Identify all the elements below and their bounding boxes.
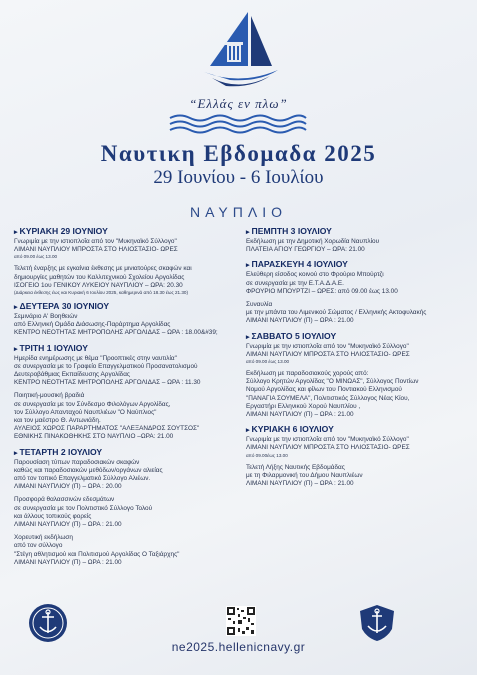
day-block	[246, 226, 464, 254]
event-text-line: από τον τοπικό Επαγγελματικό Σύλλογο Αλιέων.	[14, 475, 151, 483]
chevron-right-icon: ▸	[14, 449, 18, 457]
event-text-line: Παρουσίαση τύπων παραδοσιακών σκαφών	[14, 458, 140, 466]
day-heading	[14, 447, 232, 457]
chevron-right-icon: ▸	[246, 229, 250, 236]
event-text-line: Συναυλία	[246, 301, 273, 309]
chevron-right-icon: ▸	[246, 427, 250, 435]
event-text-line: από 09.00 έως 13.00	[246, 359, 290, 365]
event-item	[14, 496, 232, 529]
event-text-line: ΛΙΜΑΝΙ ΝΑΥΠΛΙΟΥ (Π) – ΩΡΑ : 20.00	[14, 483, 122, 491]
event-text-line: Γνωριμία με την ιστιοπλοΐα από τον "Μυκηναϊκό Σύλλογο"	[246, 436, 409, 444]
day-title: ΔΕΥΤΕΡΑ 30 ΙΟΥΝΙΟΥ	[19, 301, 110, 312]
day-heading	[14, 301, 232, 311]
event-text-line: με την μπάντα του Λιμενικού Σώματος / Ελληνικής Ακτοφυλακής	[246, 309, 427, 317]
event-text-line: ΠΛΑΤΕΙΑ ΑΓΙΟΥ ΓΕΩΡΓΙΟΥ – ΩΡΑ: 21.00	[246, 246, 365, 254]
event-item	[246, 343, 464, 365]
event-text-line: ΛΙΜΑΝΙ ΝΑΥΠΛΙΟΥ ΜΠΡΟΣΤΑ ΣΤΟ ΗΛΙΟΣΤΑΣΙΟ- ΩΡΕΣ	[14, 246, 178, 254]
event-text-line: σε συνεργασία με τον Πολιτιστικό Σύλλογο Τολού	[14, 504, 153, 512]
event-text-line: "Στέγη αθλητισμού και Πολιτισμού Αργολίδας Ο Ταξιάρχης"	[14, 550, 180, 558]
event-text-line: Τελετή έναρξης με εγκαίνια έκθεσης με μινιατούρες σκαφών και	[14, 265, 192, 273]
event-item	[14, 313, 232, 338]
day-heading	[14, 226, 232, 236]
motto: “Ελλάς εν πλω”	[189, 96, 288, 111]
event-item	[14, 459, 232, 492]
day-title: ΤΕΤΑΡΤΗ 2 ΙΟΥΛΙΟΥ	[19, 446, 103, 457]
event-text-line: ΑΥΛΕΙΟΣ ΧΩΡΟΣ ΠΑΡΑΡΤΗΜΑΤΟΣ "ΑΛΕΞΑΝΔΡΟΣ ΣΟΥΤΣΟΣ"	[14, 425, 200, 433]
event-text-line: Χορευτική εκδήλωση	[14, 534, 73, 542]
day-title: ΠΑΡΑΣΚΕΥΗ 4 ΙΟΥΛΙΟΥ	[251, 259, 348, 270]
event-text-line: (Διάρκεια έκθεσης έως και Κυριακή 6 Ιουλίου 2025, καθημερινά από 18.30 έως 21.30)	[14, 290, 189, 296]
chevron-right-icon: ▸	[14, 345, 18, 353]
event-item	[14, 355, 232, 388]
event-text-line: με τη Φιλαρμονική του Δήμου Ναυπλιέων	[246, 471, 363, 479]
event-text-line: από τον σύλλογο	[14, 542, 63, 550]
event-text-line: σε συνεργασία με τον Σύνδεσμο Φιλολόγων Αργολίδας,	[14, 400, 171, 408]
day-block	[246, 331, 464, 420]
day-title: ΤΡΙΤΗ 1 ΙΟΥΛΙΟΥ	[19, 342, 88, 353]
event-item	[246, 271, 464, 296]
event-text-line: ΛΙΜΑΝΙ ΝΑΥΠΛΙΟΥ (Π) – ΩΡΑ : 21.00	[246, 317, 354, 325]
event-text-line: Νομού Αργολίδας και φίλων του Ποντιακού Ελληνισμού	[246, 386, 402, 394]
event-text-line: ΚΕΝΤΡΟ ΝΕΟΤΗΤΑΣ ΜΗΤΡΟΠΟΛΗΣ ΑΡΓΟΛΙΔΑΣ – ΩΡΑ : 11.30	[14, 379, 201, 387]
day-block	[14, 447, 232, 567]
event-text-line: Ελεύθερη είσοδος κοινού στο Φρούριο Μπούρτζι	[246, 271, 384, 279]
event-text-line: σε συνεργασία με την Ε.Τ.Α.Δ.Α.Ε.	[246, 279, 344, 287]
navy-emblem-left-icon	[28, 603, 68, 643]
event-text-line: "ΠΑΝΑΓΙΑ ΣΟΥΜΕΛΑ", Πολιτιστικός Σύλλογος Νέας Κίου,	[246, 394, 410, 402]
event-text-line: καθώς και παραδοσιακών μεθόδων/οργάνων αλιείας	[14, 466, 163, 474]
event-text-line: Γνωριμία με την ιστιοπλοΐα από τον "Μυκηναϊκό Σύλλογο"	[14, 238, 177, 245]
event-text-line: Ποιητική-μουσική βραδιά	[14, 392, 85, 400]
event-text-line: Εκδήλωση με την Δημοτική Χορωδία Ναυπλίου	[246, 238, 380, 245]
event-item	[246, 301, 464, 326]
event-text-line: Εργαστήρι Ελληνικού Χορού Ναυπλίου ,	[246, 402, 361, 410]
day-block	[246, 424, 464, 488]
event-text-line: ΛΙΜΑΝΙ ΝΑΥΠΛΙΟΥ (Π) – ΩΡΑ : 21.00	[14, 521, 122, 529]
event-item	[246, 370, 464, 419]
day-title: ΠΕΜΠΤΗ 3 ΙΟΥΛΙΟΥ	[251, 226, 332, 236]
day-title: ΚΥΡΙΑΚΗ 29 ΙΟΥΝΙΟΥ	[19, 226, 108, 236]
day-heading	[246, 259, 464, 269]
event-text-line: τον Σύλλογο Απανταχού Ναυπλιέων "Ο Ναύπλιος"	[14, 408, 157, 416]
event-text-line: ΛΙΜΑΝΙ ΝΑΥΠΛΙΟΥ ΜΠΡΟΣΤΑ ΣΤΟ ΗΛΙΟΣΤΑΣΙΟ- ΩΡΕΣ	[246, 350, 410, 358]
day-heading	[246, 226, 464, 236]
event-text-line: ΛΙΜΑΝΙ ΝΑΥΠΛΙΟΥ (Π) – ΩΡΑ : 21.00	[14, 558, 122, 566]
day-heading	[246, 331, 464, 341]
event-text-line: και τον μαέστρο Θ. Αντωνιάδη.	[14, 417, 101, 425]
event-text-line: ΛΙΜΑΝΙ ΝΑΥΠΛΙΟΥ (Π) – ΩΡΑ : 21.00	[246, 480, 354, 488]
event-item	[246, 464, 464, 489]
event-text-line: Δευτεροβάθμιας Εκπαίδευσης Αργολίδας	[14, 371, 131, 379]
event-text-line: από 09.00 έως 13.00	[14, 254, 58, 260]
event-item	[14, 238, 232, 260]
day-heading	[14, 343, 232, 353]
event-text-line: δημιουργίες μαθητών του Καλλιτεχνικού Σχολείου Αργολίδας	[14, 273, 185, 281]
chevron-right-icon: ▸	[246, 333, 250, 341]
event-text-line: ΙΣΟΓΕΙΟ 1ου ΓΕΝΙΚΟΥ ΛΥΚΕΙΟΥ ΝΑΥΠΛΙΟΥ – ΩΡΑ: 20.30	[14, 281, 183, 289]
day-block	[14, 343, 232, 442]
event-text-line: Σεμινάριο Α' Βοηθειών	[14, 313, 78, 321]
day-block	[14, 226, 232, 296]
day-heading	[246, 424, 464, 434]
event-text-line: ΦΡΟΥΡΙΟ ΜΠΟΥΡΤΖΙ – ΩΡΕΣ: από 09.00 έως 13.00	[246, 287, 398, 295]
event-text-line: ΕΘΝΙΚΗΣ ΠΙΝΑΚΟΘΗΚΗΣ ΣΤΟ ΝΑΥΠΛΙΟ –ΩΡΑ: 21.00	[14, 433, 174, 441]
event-text-line: Ημερίδα ενημέρωσης με θέμα "Προοπτικές στην ναυτιλία"	[14, 354, 177, 362]
event-text-line: από 09.00έως 13.00	[246, 452, 288, 458]
event-text-line: από Ελληνική Ομάδα Διάσωσης-Παράρτημα Αργολίδας	[14, 321, 171, 329]
event-text-line: σε συνεργασία με το Γραφείο Επαγγελματικού Προσανατολισμού	[14, 362, 198, 370]
qr-code-icon	[226, 606, 256, 636]
waves-decoration-icon	[168, 112, 308, 134]
chevron-right-icon: ▸	[14, 229, 18, 236]
schedule-right-column	[246, 226, 464, 493]
event-item	[14, 534, 232, 567]
event-text-line: Εκδήλωση με παραδοσιακούς χορούς από:	[246, 370, 369, 378]
event-text-line: Σύλλογο Κρητών Αργολίδας "Ο ΜΙΝΩΑΣ", Σύλλογος Ποντίων	[246, 378, 419, 386]
event-text-line: Γνωριμία με την ιστιοπλοΐα από τον "Μυκηναϊκό Σύλλογο"	[246, 342, 409, 350]
city-name: ΝΑΥΠΛΙΟ	[190, 204, 287, 220]
event-text-line: Τελετή Λήξης Ναυτικής Εβδομάδας	[246, 463, 345, 471]
chevron-right-icon: ▸	[246, 262, 250, 270]
day-block	[246, 259, 464, 325]
event-item	[246, 238, 464, 254]
chevron-right-icon: ▸	[14, 304, 18, 312]
day-title: ΣΑΒΒΑΤΟ 5 ΙΟΥΛΙΟΥ	[251, 330, 337, 341]
event-text-line: και άλλους τοπικούς φορείς	[14, 512, 92, 520]
day-block	[14, 301, 232, 338]
page-title: Ναυτικη Εβδομαδα 2025	[100, 141, 377, 166]
website-url[interactable]: ne2025.hellenicnavy.gr	[171, 640, 306, 654]
schedule-left-column	[14, 226, 232, 572]
navy-emblem-right-icon	[357, 603, 397, 643]
day-title: ΚΥΡΙΑΚΗ 6 ΙΟΥΛΙΟΥ	[251, 424, 334, 435]
event-item	[14, 392, 232, 441]
event-dates: 29 Ιουνίου - 6 Ιουλίου	[153, 167, 324, 188]
event-item	[246, 436, 464, 458]
event-text-line: Προσφορά θαλασσινών εδεσμάτων	[14, 496, 115, 504]
event-text-line: ΛΙΜΑΝΙ ΝΑΥΠΛΙΟΥ ΜΠΡΟΣΤΑ ΣΤΟ ΗΛΙΟΣΤΑΣΙΟ- ΩΡΕΣ	[246, 444, 410, 452]
event-text-line: ΛΙΜΑΝΙ ΝΑΥΠΛΙΟΥ (Π) – ΩΡΑ : 21.00	[246, 411, 354, 419]
sailboat-logo-icon	[190, 8, 290, 93]
event-item	[14, 265, 232, 296]
event-text-line: ΚΕΝΤΡΟ ΝΕΟΤΗΤΑΣ ΜΗΤΡΟΠΟΛΗΣ ΑΡΓΟΛΙΔΑΣ – ΩΡΑ : 18.00&#39;	[14, 329, 218, 337]
